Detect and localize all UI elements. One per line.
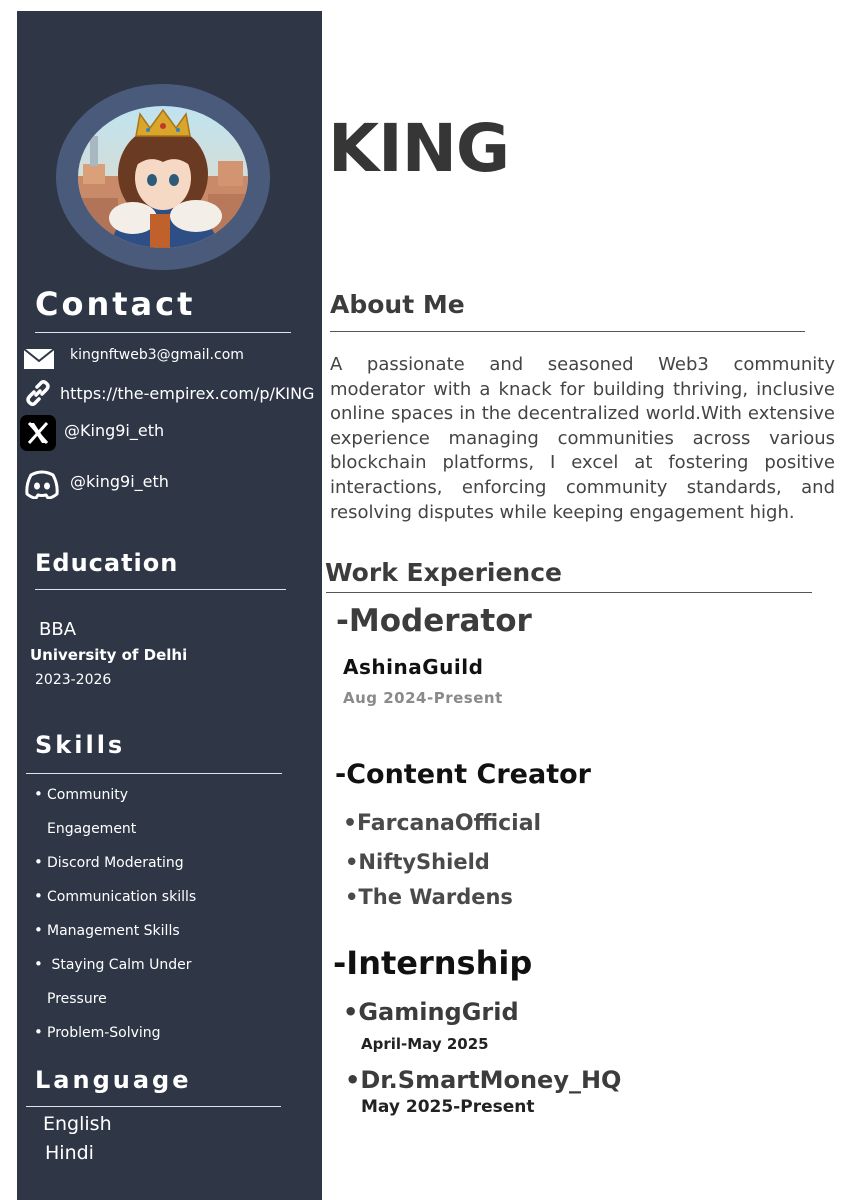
job-title-internship: -Internship [333, 944, 533, 982]
resume-name: KING [328, 110, 510, 187]
education-school: University of Delhi [30, 646, 188, 664]
internship-item: •Dr.SmartMoney_HQ [345, 1066, 622, 1094]
skill-item: Community [47, 787, 129, 803]
sidebar [17, 11, 322, 1200]
language-item: Hindi [45, 1142, 94, 1164]
about-divider [330, 331, 805, 332]
skill-item: Problem-Solving [47, 1025, 161, 1041]
creator-item: •The Wardens [345, 885, 513, 909]
work-divider [326, 592, 812, 593]
work-heading: Work Experience [325, 558, 562, 587]
contact-heading: Contact [35, 285, 196, 323]
contact-link[interactable]: https://the-empirex.com/p/KING [60, 384, 315, 403]
skill-item: Management Skills [47, 923, 180, 939]
skills-divider [26, 773, 282, 774]
language-item: English [43, 1113, 112, 1135]
internship-dates: April-May 2025 [361, 1035, 489, 1053]
skill-item-continued: Pressure [47, 991, 107, 1007]
skill-bullet: • [34, 853, 43, 871]
education-degree: BBA [39, 619, 77, 640]
skill-bullet: • [34, 785, 43, 803]
about-text: A passionate and seasoned Web3 community moderator with a knack for building thriving, inclusive online spaces in the decentralized world.With extensive experience managing communities across various blockchain platforms, I excel at fostering positive interactions, enforcing community standards, and resolving disputes while keeping engagement high. [330, 354, 835, 523]
avatar-illustration [78, 106, 248, 248]
contact-divider [35, 332, 291, 333]
skill-item-continued: Engagement [47, 821, 137, 837]
skill-bullet: • [34, 887, 43, 905]
avatar-frame [56, 84, 270, 270]
contact-email[interactable]: kingnftweb3@gmail.com [70, 347, 244, 363]
education-heading: Education [35, 549, 179, 577]
mail-icon [23, 348, 55, 374]
link-icon [24, 379, 52, 411]
job-org: AshinaGuild [343, 655, 484, 679]
job-title-content-creator: -Content Creator [335, 759, 591, 790]
language-heading: Language [35, 1066, 192, 1094]
skills-heading: Skills [35, 731, 126, 759]
creator-item: •FarcanaOfficial [343, 811, 542, 836]
discord-icon [25, 469, 59, 503]
about-heading: About Me [330, 290, 465, 319]
internship-dates: May 2025-Present [361, 1097, 535, 1117]
skill-item: Communication skills [47, 889, 197, 905]
skill-item: Staying Calm Under [47, 957, 192, 973]
internship-item: •GamingGrid [343, 998, 519, 1026]
language-divider [26, 1106, 281, 1107]
x-logo-icon [20, 415, 56, 455]
education-years: 2023-2026 [35, 672, 112, 688]
job-title-moderator: -Moderator [336, 603, 532, 639]
skill-bullet: • [34, 955, 43, 973]
contact-x-handle[interactable]: @King9i_eth [64, 421, 165, 440]
skill-bullet: • [34, 1023, 43, 1041]
skill-bullet: • [34, 921, 43, 939]
avatar [78, 106, 248, 248]
education-divider [35, 589, 286, 590]
contact-discord[interactable]: @king9i_eth [70, 472, 169, 491]
job-dates: Aug 2024-Present [343, 689, 503, 707]
skill-item: Discord Moderating [47, 855, 184, 871]
creator-item: •NiftyShield [345, 850, 490, 874]
